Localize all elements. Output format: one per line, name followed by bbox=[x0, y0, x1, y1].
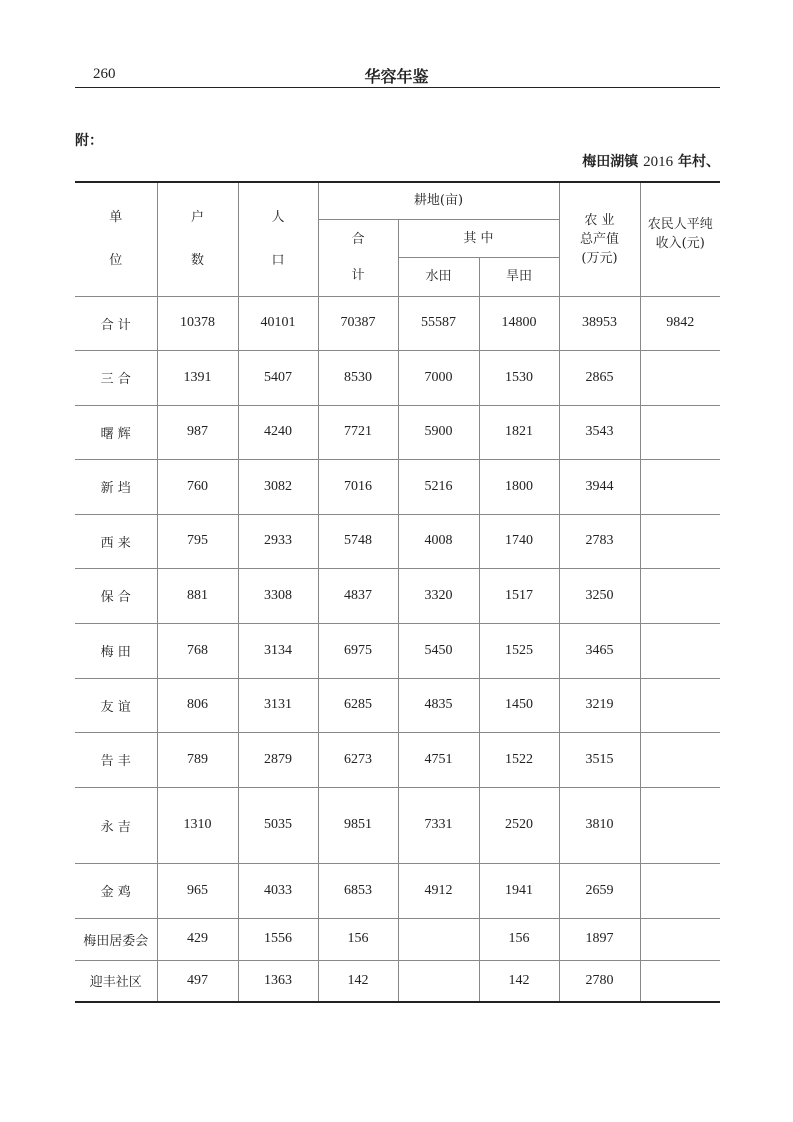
table-row bbox=[75, 732, 720, 787]
cell-dry: 2520 bbox=[479, 787, 559, 863]
cell-agri-output: 38953 bbox=[559, 296, 640, 350]
cell-paddy: 7331 bbox=[398, 787, 479, 863]
cell-paddy bbox=[398, 960, 479, 1002]
table-row bbox=[75, 960, 720, 1002]
cell-paddy: 4751 bbox=[398, 732, 479, 787]
cell-income: 9842 bbox=[640, 296, 720, 350]
cell-agri-output: 3810 bbox=[559, 787, 640, 863]
header-dry: 旱田 bbox=[479, 257, 559, 296]
header-income bbox=[640, 182, 720, 296]
cell-households: 760 bbox=[157, 459, 238, 514]
cell-income bbox=[640, 623, 720, 678]
table-row bbox=[75, 296, 720, 350]
cell-income bbox=[640, 863, 720, 918]
cell-dry: 1530 bbox=[479, 350, 559, 405]
table-row bbox=[75, 350, 720, 405]
header-farmland-total-line-1: 合 bbox=[351, 232, 365, 247]
cell-agri-output: 3944 bbox=[559, 459, 640, 514]
cell-farmland-total: 8530 bbox=[318, 350, 398, 405]
table-row bbox=[75, 459, 720, 514]
cell-population: 1556 bbox=[238, 918, 318, 960]
header-agri-output-line-3: (万元) bbox=[581, 250, 618, 266]
cell-income bbox=[640, 678, 720, 732]
cell-households: 965 bbox=[157, 863, 238, 918]
cell-households: 987 bbox=[157, 405, 238, 459]
cell-population: 4240 bbox=[238, 405, 318, 459]
header-income-line-2: 收入(元) bbox=[655, 236, 705, 252]
cell-farmland-total: 142 bbox=[318, 960, 398, 1002]
table-row bbox=[75, 405, 720, 459]
cell-dry: 156 bbox=[479, 918, 559, 960]
cell-population: 2933 bbox=[238, 514, 318, 568]
header-population-line-2: 口 bbox=[271, 253, 285, 269]
cell-income bbox=[640, 405, 720, 459]
cell-name: 友 谊 bbox=[75, 678, 157, 732]
cell-dry: 1800 bbox=[479, 459, 559, 514]
cell-paddy: 5450 bbox=[398, 623, 479, 678]
cell-paddy: 5216 bbox=[398, 459, 479, 514]
cell-dry: 1821 bbox=[479, 405, 559, 459]
header-income-line-1: 农民人平纯 bbox=[647, 217, 713, 233]
cell-name: 西 来 bbox=[75, 514, 157, 568]
header-unit bbox=[75, 182, 157, 296]
table-row bbox=[75, 787, 720, 863]
cell-agri-output: 3219 bbox=[559, 678, 640, 732]
cell-farmland-total: 4837 bbox=[318, 568, 398, 623]
cell-income bbox=[640, 350, 720, 405]
cell-farmland-total: 6853 bbox=[318, 863, 398, 918]
cell-population: 3308 bbox=[238, 568, 318, 623]
cell-paddy bbox=[398, 918, 479, 960]
cell-households: 795 bbox=[157, 514, 238, 568]
cell-name: 合 计 bbox=[75, 296, 157, 350]
cell-population: 3131 bbox=[238, 678, 318, 732]
cell-farmland-total: 7016 bbox=[318, 459, 398, 514]
cell-population: 3134 bbox=[238, 623, 318, 678]
cell-households: 1310 bbox=[157, 787, 238, 863]
cell-farmland-total: 6273 bbox=[318, 732, 398, 787]
cell-paddy: 55587 bbox=[398, 296, 479, 350]
table-row bbox=[75, 568, 720, 623]
cell-farmland-total: 6975 bbox=[318, 623, 398, 678]
cell-name: 告 丰 bbox=[75, 732, 157, 787]
cell-population: 3082 bbox=[238, 459, 318, 514]
cell-farmland-total: 5748 bbox=[318, 514, 398, 568]
header-households-line-2: 数 bbox=[190, 253, 204, 269]
cell-name: 新 垱 bbox=[75, 459, 157, 514]
cell-dry: 1941 bbox=[479, 863, 559, 918]
header-agri-output-line-1: 农 业 bbox=[584, 212, 615, 228]
table-row bbox=[75, 514, 720, 568]
cell-name: 保 合 bbox=[75, 568, 157, 623]
cell-paddy: 4008 bbox=[398, 514, 479, 568]
cell-households: 768 bbox=[157, 623, 238, 678]
table-row bbox=[75, 863, 720, 918]
header-agri-output bbox=[559, 182, 640, 296]
header-paddy: 水田 bbox=[398, 257, 479, 296]
cell-households: 806 bbox=[157, 678, 238, 732]
cell-income bbox=[640, 960, 720, 1002]
cell-population: 5407 bbox=[238, 350, 318, 405]
page-number: 260 bbox=[93, 66, 116, 82]
caption-prefix: 梅田湖镇 bbox=[582, 154, 639, 170]
header-households bbox=[157, 182, 238, 296]
table-row bbox=[75, 623, 720, 678]
cell-agri-output: 3515 bbox=[559, 732, 640, 787]
cell-households: 10378 bbox=[157, 296, 238, 350]
cell-name: 迎丰社区 bbox=[75, 960, 157, 1002]
caption-year: 2016 bbox=[643, 154, 674, 170]
cell-agri-output: 1897 bbox=[559, 918, 640, 960]
header-population bbox=[238, 182, 318, 296]
cell-income bbox=[640, 514, 720, 568]
cell-agri-output: 2783 bbox=[559, 514, 640, 568]
header-households-line-1: 户 bbox=[190, 210, 204, 226]
cell-farmland-total: 6285 bbox=[318, 678, 398, 732]
cell-dry: 14800 bbox=[479, 296, 559, 350]
table-row bbox=[75, 678, 720, 732]
cell-agri-output: 2780 bbox=[559, 960, 640, 1002]
table-row bbox=[75, 918, 720, 960]
village-statistics-table bbox=[75, 181, 720, 1003]
cell-farmland-total: 9851 bbox=[318, 787, 398, 863]
cell-population: 4033 bbox=[238, 863, 318, 918]
header-unit-line-1: 单 bbox=[109, 210, 123, 226]
header-farmland: 耕地(亩) bbox=[318, 182, 559, 219]
cell-households: 881 bbox=[157, 568, 238, 623]
appendix-label: 附： bbox=[75, 133, 103, 149]
cell-name: 永 吉 bbox=[75, 787, 157, 863]
caption-suffix: 年村、 bbox=[678, 154, 720, 170]
cell-income bbox=[640, 787, 720, 863]
cell-dry: 1450 bbox=[479, 678, 559, 732]
cell-agri-output: 2865 bbox=[559, 350, 640, 405]
cell-name: 金 鸡 bbox=[75, 863, 157, 918]
cell-farmland-total: 70387 bbox=[318, 296, 398, 350]
cell-dry: 1517 bbox=[479, 568, 559, 623]
header-unit-line-2: 位 bbox=[109, 253, 123, 269]
header-farmland-total-line-2: 计 bbox=[351, 268, 365, 283]
header-farmland-total bbox=[318, 219, 398, 296]
header-rule bbox=[75, 87, 720, 88]
cell-households: 497 bbox=[157, 960, 238, 1002]
cell-paddy: 3320 bbox=[398, 568, 479, 623]
cell-dry: 1525 bbox=[479, 623, 559, 678]
cell-farmland-total: 156 bbox=[318, 918, 398, 960]
cell-agri-output: 2659 bbox=[559, 863, 640, 918]
table-body bbox=[75, 296, 720, 1002]
cell-farmland-total: 7721 bbox=[318, 405, 398, 459]
cell-population: 5035 bbox=[238, 787, 318, 863]
cell-households: 429 bbox=[157, 918, 238, 960]
header-of-which: 其 中 bbox=[398, 219, 559, 257]
cell-paddy: 5900 bbox=[398, 405, 479, 459]
cell-name: 梅 田 bbox=[75, 623, 157, 678]
cell-name: 三 合 bbox=[75, 350, 157, 405]
cell-paddy: 4912 bbox=[398, 863, 479, 918]
cell-population: 40101 bbox=[238, 296, 318, 350]
cell-income bbox=[640, 918, 720, 960]
cell-dry: 1522 bbox=[479, 732, 559, 787]
cell-households: 789 bbox=[157, 732, 238, 787]
header-agri-output-line-2: 总产值 bbox=[579, 231, 619, 247]
cell-income bbox=[640, 732, 720, 787]
cell-population: 1363 bbox=[238, 960, 318, 1002]
cell-agri-output: 3250 bbox=[559, 568, 640, 623]
cell-income bbox=[640, 459, 720, 514]
cell-dry: 142 bbox=[479, 960, 559, 1002]
header-population-line-1: 人 bbox=[271, 210, 285, 226]
cell-name: 曙 辉 bbox=[75, 405, 157, 459]
cell-name: 梅田居委会 bbox=[75, 918, 157, 960]
table-caption bbox=[582, 151, 720, 171]
cell-paddy: 4835 bbox=[398, 678, 479, 732]
cell-paddy: 7000 bbox=[398, 350, 479, 405]
cell-agri-output: 3543 bbox=[559, 405, 640, 459]
running-title: 华容年鉴 bbox=[364, 67, 429, 86]
cell-income bbox=[640, 568, 720, 623]
cell-dry: 1740 bbox=[479, 514, 559, 568]
cell-population: 2879 bbox=[238, 732, 318, 787]
cell-households: 1391 bbox=[157, 350, 238, 405]
cell-agri-output: 3465 bbox=[559, 623, 640, 678]
